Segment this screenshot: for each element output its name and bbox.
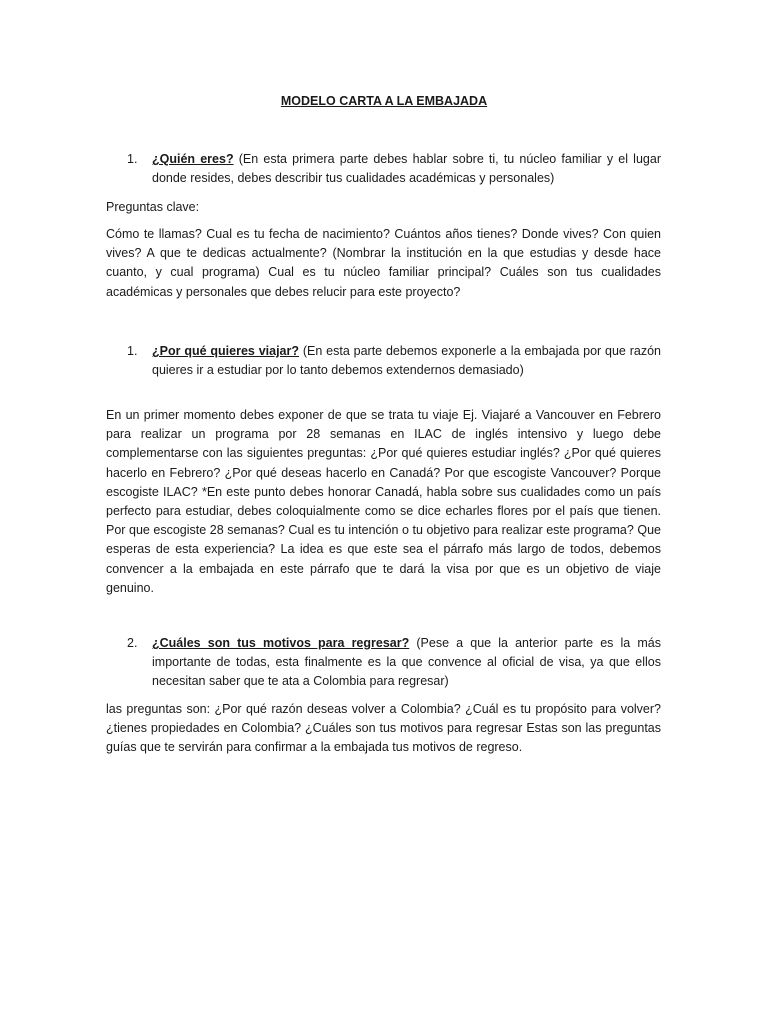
paragraph-3: las preguntas son: ¿Por qué razón deseas volver a Colombia? ¿Cuál es tu propósito para volver? ¿tienes propiedades en Colombia? ¿Cuáles son tus motivos para regresar Estas son las preguntas guías que te servirán para confirmar a la embajada tus motivos de regreso. bbox=[106, 702, 661, 755]
section-2-text-block bbox=[152, 342, 661, 380]
section-2-number: 1. bbox=[127, 344, 138, 358]
section-3-number: 2. bbox=[127, 636, 138, 650]
paragraph-1: Cómo te llamas? Cual es tu fecha de nacimiento? Cuántos años tienes? Donde vives? Con quien vives? A que te dedicas actualmente? (Nombrar la institución en la que estudias y desde hace cuanto, y cual programa) Cual es tu núcleo familiar principal? Cuáles son tus cualidades académicas y personales que debes relucir para este proyecto? bbox=[106, 227, 661, 299]
section-1-description: (En esta primera parte debes hablar sobre ti, tu núcleo familiar y el lugar donde resides, debes describir tus cualidades académicas y personales) bbox=[152, 152, 661, 186]
section-3-item bbox=[127, 634, 661, 692]
section-1-question: ¿Quién eres? bbox=[152, 152, 234, 166]
section-1-text-block bbox=[152, 150, 661, 188]
section-1-number: 1. bbox=[127, 152, 138, 166]
paragraph-2: En un primer momento debes exponer de que se trata tu viaje Ej. Viajaré a Vancouver en Febrero para realizar un programa por 28 semanas en ILAC de inglés intensivo y luego debe complementarse con las siguientes preguntas: ¿Por qué quieres estudiar inglés? ¿Por qué quieres hacerlo en Febrero? ¿Por qué deseas hacerlo en Canadá? Por que escogiste Vancouver? Porque escogiste ILAC? *En este punto debes honorar Canadá, habla sobre sus cualidades como un país perfecto para estudiar, debes coloquialmente como se dice echarles flores por el país que tienen. Por que escogiste 28 semanas? Cual es tu intención o tu objetivo para realizar este programa? Que esperas de esta experiencia? La idea es que este sea el párrafo más largo de todos, debemos convencer a la embajada en este párrafo que te dará la visa por que es un objetivo de viaje genuino. bbox=[106, 408, 661, 595]
section-3-description: (Pese a que la anterior parte es la más importante de todas, esta finalmente es la que convence al oficial de visa, ya que ellos necesitan saber que te ata a Colombia para regresar) bbox=[152, 636, 662, 689]
section-3-text-block bbox=[152, 634, 661, 692]
document-title: MODELO CARTA A LA EMBAJADA bbox=[280, 94, 488, 108]
section-1-item bbox=[127, 150, 661, 188]
section-2-description: (En esta parte debemos exponerle a la embajada por que razón quieres ir a estudiar por lo tanto debemos extendernos demasiado) bbox=[152, 344, 661, 378]
section-2-item bbox=[127, 342, 661, 380]
section-2-question: ¿Por qué quieres viajar? bbox=[152, 344, 300, 358]
preguntas-clave-label: Preguntas clave: bbox=[106, 200, 200, 214]
section-3-question: ¿Cuáles son tus motivos para regresar? bbox=[152, 636, 410, 650]
